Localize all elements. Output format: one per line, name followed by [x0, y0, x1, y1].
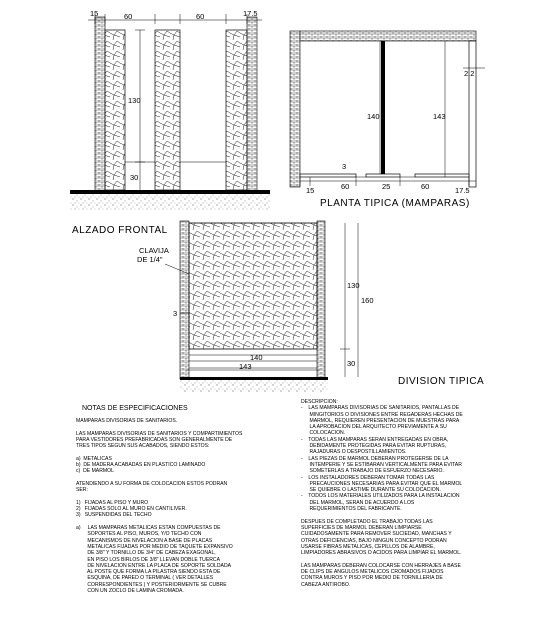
planta-panel-right: [469, 41, 476, 187]
div-dim-30: 30: [347, 359, 356, 368]
alz-dim-60a: 60: [124, 12, 133, 21]
pl-dim-140: 140: [367, 112, 380, 121]
division-wall-left: [180, 221, 189, 379]
notes-heading: NOTAS DE ESPECIFICACIONES: [82, 405, 188, 412]
pl-dim-143: 143: [433, 112, 446, 121]
pl-dim-3: 3: [342, 162, 347, 171]
pl-dim-2-2: 2.2: [464, 69, 475, 78]
planta-wall-left: [290, 31, 300, 187]
pl-dim-17-5: 17.5: [455, 186, 470, 195]
alzado-frontal: [70, 9, 270, 236]
marble-panel: [189, 223, 317, 349]
planta-tipica: [290, 31, 485, 209]
notes-right-body: DESCRIPCION: - LAS MAMPARAS DIVISORIAS DE SANITARIOS, PANTALLAS DE MINGITORIOS O DIVISIONES ENTRE REGADERAS HECHAS DE MARMOL, REQUIEREN PRESENTACION DE MUESTRAS PARA LA APROBACION DEL ARQUITECTO PREVIAMENTE A SU COLOCACION. - TODAS LAS MAMPARAS SERAN ENTREGADAS EN OBRA, DEBIDAMENTE PROTEGIDAS PARA EVITAR RUPTURAS, RAJADURAS O DESPOSTILLAMIENTOS. - LAS PIEZAS DE MARMOL DEBERAN PROTEGERSE DE LA INTEMPERIE Y SE ESTIBARAN VERTICALMENTE PARA EVITAR SOMETERLAS A TRABAJO DE ESFUERZO NECESARIO. - LOS INSTALADORES DEBERAN TOMAR TODAS LAS PRECAUCIONES NECESARIAS PARA EVITAR QUE EL MARMOL SE QUIEBRE O LASTIME DURANTE SU COLOCACION. - TODOS LOS MATERIALES UTILIZADOS PARA LA INSTALACION DEL MARMOL, SERAN DE ACUERDO A LOS REQUERIMIENTOS DEL FABRICANTE. DESPUES DE COMPLETADO EL TRABAJO TODAS LAS SUPERFICIES DE MARMOL DEBERAN LIMPIARSE CUIDADOSAMENTE PARA REMOVER SUCIEDAD, MANCHAS Y OTRAS DEFICIENCIAS, BAJO NINGUN CONCEPTO PODRAN USARSE FIBRAS METALICAS, CEPILLOS DE ALAMBRE, LIMPIADORES ABRASIVOS O ACIDOS PARA LIMPIAR EL MARMOL. LAS MAMPARAS DEBERAN COLOCARSE CON HERRAJES A BASE DE CLIPS DE ANGULOS METALICOS CROMADOS FIJADOS CONTRA MUROS Y PISO POR MEDIO DE TORNILLERIA DE CABEZA ANTIROBO.: [301, 399, 463, 588]
div-dim-140: 140: [250, 353, 263, 362]
division-floor-fill: [180, 380, 328, 392]
alz-dim-15: 15: [90, 9, 99, 18]
division-wall-right: [317, 221, 325, 379]
pl-dim-60a: 60: [341, 182, 350, 191]
planta-wall-back: [300, 31, 476, 41]
alzado-wall-right: [247, 17, 257, 193]
alz-dim-60b: 60: [196, 12, 205, 21]
alz-dim-130: 130: [128, 96, 141, 105]
planta-tipica-title: PLANTA TIPICA (MAMPARAS): [320, 198, 470, 209]
floor-fill: [70, 194, 270, 210]
alzado-wall-left: [95, 17, 105, 193]
pl-dim-60b: 60: [421, 182, 430, 191]
div-dim-160: 160: [361, 296, 374, 305]
marble-pilaster-right: [226, 30, 247, 190]
div-dim-143: 143: [239, 362, 252, 371]
division-floor-slab: [180, 377, 328, 380]
alz-dim-17-5: 17.5: [243, 9, 258, 18]
planta-divider-center: [381, 41, 385, 174]
clavija-label-2: DE 1/4": [137, 255, 163, 264]
div-dim-130: 130: [347, 281, 360, 290]
clavija-label-1: CLAVIJA: [139, 246, 169, 255]
notes-left-body: MAMPARAS DIVISORIAS DE SANITARIOS. LAS MAMPARAS DIVISORIAS DE SANITARIOS Y COMPARTIMIENTOS PARA VESTIDORES PREFABRICADAS SON GENERALMENTE DE TRES TIPOS SEGUN SUS ACABADOS, SIENDO ESTOS: a) METALICAS b) DE MADERA ACABADAS EN PLASTICO LAMINADO c) DE MARMOL ATENDIENDO A SU FORMA DE COLOCACION ESTOS PODRAN SER: 1) FIJADAS AL PISO Y MURO 2) FIJADAS SOLO AL MURO EN CANTILIVER. 3) SUSPENDIDAS DEL TECHO a) LAS MAMPARAS METALICAS ESTAN COMPUESTAS DE SOPORTES AL PISO, MUROS, Y/O TECHO CON MECANISMOS DE NIVELACION A BASE DE PLACAS METALICAS FIJADAS POR MEDIO DE TAQUETE EXPANSIVO DE 3/8" Y TORNILLO DE 3/4" DE CABEZA EXAGONAL, EN PISO LOS BIRLOS DE 3/8" LLEVAN DOBLE TUERCA DE NIVELACION ENTRE LA PLACA DE SOPORTE SOLDADA AL POSTE QUE FORMA LA PILASTRA SIENDO ESTA DE ESQUINA, DE PARED O TERMINAL ( VER DETALLES CORRESPONDIENTES ) Y POSTERIORMENTE SE CUBRE CON UN ZOCLO DE LAMINA CROMADA.: [76, 418, 243, 595]
marble-pilaster-center: [155, 30, 180, 190]
floor-slab: [70, 190, 270, 194]
pl-dim-25: 25: [382, 182, 391, 191]
pl-dim-15: 15: [306, 186, 315, 195]
division-tipica-title: DIVISION TIPICA: [398, 376, 485, 387]
div-dim-3: 3: [173, 309, 178, 318]
division-tipica: [137, 221, 484, 392]
alz-dim-30: 30: [130, 173, 139, 182]
marble-pilaster-left: [105, 30, 125, 190]
alzado-frontal-title: ALZADO FRONTAL: [72, 225, 168, 236]
